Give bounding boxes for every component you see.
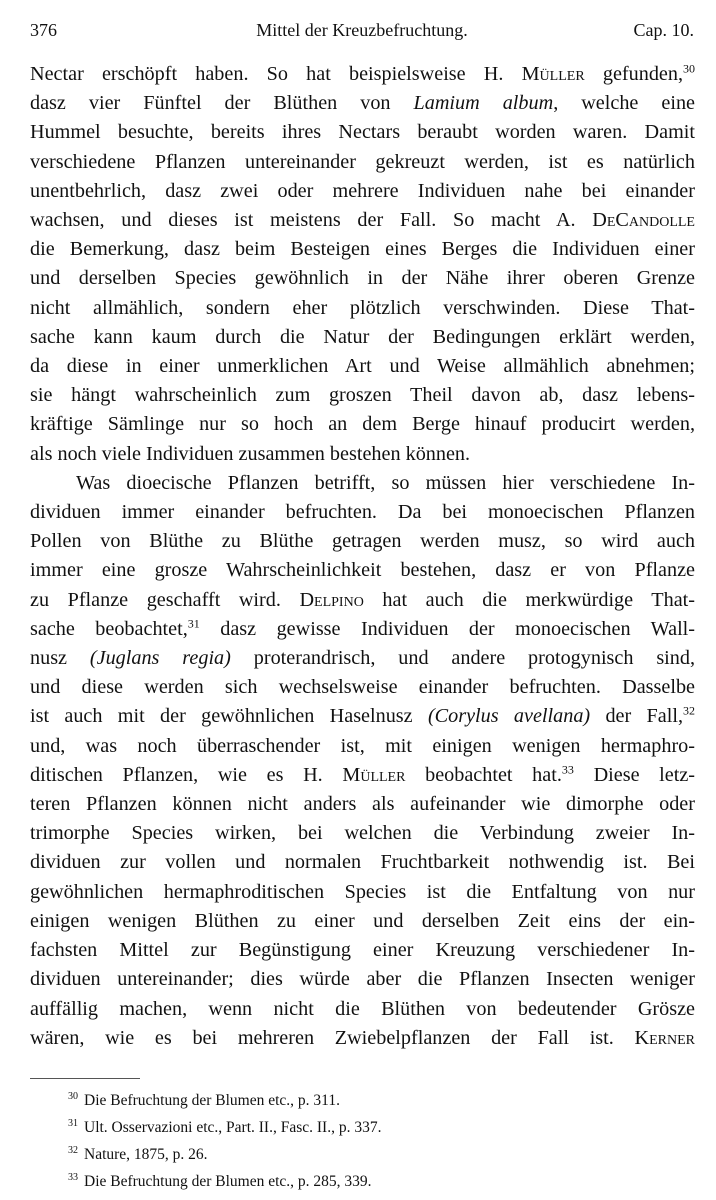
- text-run: nusz: [30, 647, 68, 670]
- chapter-label: Cap. 10.: [633, 20, 694, 40]
- text-line: dividuen untereinander; dies würde aber die Pflanzen Insecten weniger: [30, 968, 695, 991]
- footnote-text: Die Befruchtung der Blumen etc., p. 311.: [84, 1092, 340, 1110]
- footnote: [68, 1085, 628, 1112]
- text-line: die Bemerkung, dasz beim Besteigen eines Berges die Individuen einer: [30, 238, 695, 261]
- text-line: und diese werden sich wechselsweise einander befruchten. Dasselbe: [30, 676, 695, 699]
- text-line: [30, 89, 695, 118]
- footnote-number: 32: [68, 1145, 78, 1157]
- author-name: Müller: [521, 63, 585, 85]
- footnote: [68, 1112, 628, 1139]
- text-line: gewöhnlichen hermaphroditischen Species ist die Entfaltung von nur: [30, 880, 695, 903]
- footnotes: [68, 1085, 628, 1194]
- text-line: verschiedene Pflanzen untereinander gekreuzt werden, ist es natürlich: [30, 150, 695, 173]
- footnote-ref: 32: [683, 703, 695, 718]
- species-name: (Corylus avellana): [427, 705, 591, 728]
- text-line: dividuen zur vollen und normalen Fruchtbarkeit nothwendig ist. Bei: [30, 851, 695, 874]
- text-line: kräftige Sämlinge nur so hoch an dem Berge hinauf producirt werden,: [30, 413, 695, 436]
- text-line: [30, 586, 695, 615]
- text-line: unentbehrlich, dasz zwei oder mehrere Individuen nahe bei einander: [30, 179, 695, 202]
- text-line: [30, 60, 695, 89]
- page-header: [30, 20, 694, 48]
- text-run: wachsen, und dieses ist meistens der Fall. So macht A.: [30, 209, 576, 232]
- running-title: Mittel der Kreuzbefruchtung.: [256, 20, 468, 40]
- footnote-text: Die Befruchtung der Blumen etc., p. 285, 339.: [84, 1173, 372, 1191]
- footnote-text: Ult. Osservazioni etc., Part. II., Fasc. II., p. 337.: [84, 1119, 382, 1137]
- species-name: (Juglans regia): [89, 647, 231, 670]
- text-line: [30, 702, 695, 731]
- footnote-number: 33: [68, 1172, 78, 1184]
- text-line: immer eine grosze Wahrscheinlichkeit bestehen, dasz er von Pflanze: [30, 559, 695, 582]
- text-run: hat auch die merkwürdige That-: [382, 588, 696, 611]
- text-line: [30, 644, 695, 673]
- text-run: gefunden,: [602, 63, 684, 85]
- footnote-number: 31: [68, 1118, 78, 1130]
- text-line: Hummel besuchte, bereits ihres Nectars beraubt worden waren. Damit: [30, 121, 695, 144]
- author-name: Kerner: [634, 1026, 695, 1049]
- text-run: ditischen Pflanzen, wie es H.: [30, 763, 323, 786]
- text-line: fachsten Mittel zur Begünstigung einer Kreuzung verschiedener In-: [30, 939, 695, 962]
- text-run: dasz vier Fünftel der Blüthen von: [30, 92, 391, 115]
- text-line: [30, 615, 695, 644]
- text-line: einigen wenigen Blüthen zu einer und derselben Zeit eins der ein-: [30, 909, 695, 932]
- body-text: [30, 60, 695, 1053]
- text-run: , welche eine: [553, 92, 696, 115]
- text-line: und, was noch überraschender ist, mit einigen wenigen hermaphro-: [30, 734, 695, 757]
- text-line: sie hängt wahrscheinlich zum groszen Theil davon ab, dasz lebens-: [30, 384, 695, 407]
- text-line: dividuen immer einander befruchten. Da bei monoecischen Pflanzen: [30, 501, 695, 524]
- footnote-divider: [30, 1078, 140, 1079]
- footnote-ref: 31: [187, 616, 200, 631]
- text-run: ist auch mit der gewöhnlichen Haselnusz: [30, 705, 413, 728]
- text-run: dasz gewisse Individuen der monoecischen Wall-: [220, 617, 696, 640]
- text-line: trimorphe Species wirken, bei welchen die Verbindung zweier In-: [30, 822, 695, 845]
- footnote: [68, 1139, 628, 1166]
- text-line: und derselben Species gewöhnlich in der Nähe ihrer oberen Grenze: [30, 267, 695, 290]
- text-line: teren Pflanzen können nicht anders als aufeinander wie dimorphe oder: [30, 793, 695, 816]
- text-run: der Fall,: [605, 705, 683, 728]
- text-line: [30, 206, 695, 235]
- author-name: DeCandolle: [592, 209, 695, 232]
- text-line: sache kann kaum durch die Natur der Bedingungen erklärt werden,: [30, 325, 695, 348]
- author-name: Müller: [342, 763, 406, 786]
- footnote: [68, 1166, 628, 1193]
- text-run: zu Pflanze geschafft wird.: [30, 588, 281, 611]
- text-line: da diese in einer unmerklichen Art und Weise allmählich abnehmen;: [30, 355, 695, 378]
- text-run: Nectar erschöpft haben. So hat beispielsweise H.: [30, 63, 504, 85]
- text-line: als noch viele Individuen zusammen bestehen können.: [30, 442, 471, 465]
- text-line: [30, 761, 695, 790]
- species-name: Lamium album: [413, 92, 554, 115]
- text-run: beobachtet hat.: [425, 763, 562, 786]
- text-line: Was dioecische Pflanzen betrifft, so müssen hier verschiedene In-: [76, 471, 695, 494]
- author-name: Delpino: [299, 588, 364, 611]
- text-run: proterandrisch, und andere protogynisch sind,: [253, 647, 696, 670]
- text-run: Diese letz-: [593, 763, 696, 786]
- footnote-number: 30: [68, 1091, 78, 1102]
- text-run: wären, wie es bei mehreren Zwiebelpflanzen der Fall ist.: [30, 1026, 614, 1049]
- footnote-ref: 30: [683, 61, 696, 76]
- text-line: nicht allmählich, sondern eher plötzlich verschwinden. Diese That-: [30, 296, 695, 319]
- text-run: sache beobachtet,: [30, 617, 188, 640]
- text-line: Pollen von Blüthe zu Blüthe getragen werden musz, so wird auch: [30, 530, 695, 553]
- text-line: [30, 1024, 695, 1053]
- page-number: 376: [30, 20, 57, 40]
- footnote-text: Nature, 1875, p. 26.: [84, 1146, 208, 1164]
- text-line: auffällig machen, wenn nicht die Blüthen von bedeutender Grösze: [30, 997, 695, 1020]
- footnote-ref: 33: [561, 762, 574, 777]
